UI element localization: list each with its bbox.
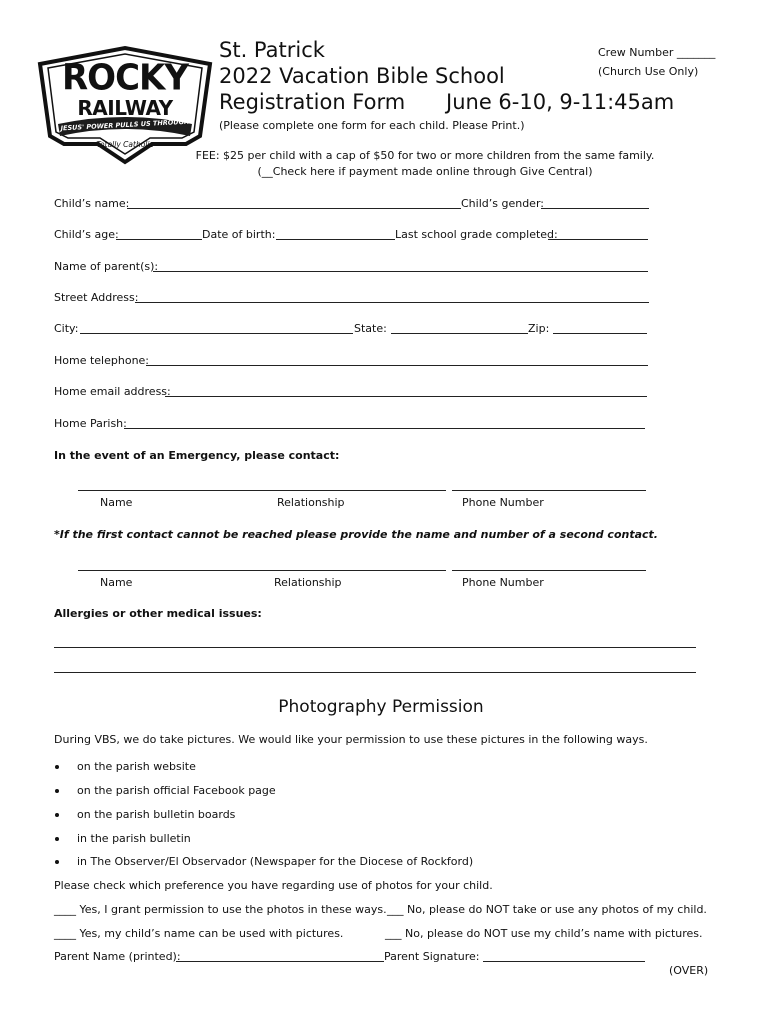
allergies-line-2[interactable]	[54, 672, 696, 673]
zip-label: Zip:	[528, 322, 550, 335]
photo-preference-prompt: Please check which preference you have regarding use of photos for your child.	[54, 879, 493, 892]
list-item: on the parish website	[77, 760, 196, 773]
parent-signature-line[interactable]	[483, 961, 645, 962]
option-no-photos[interactable]: ___ No, please do NOT take or use any photos of my child.	[387, 903, 707, 916]
bullet-icon	[55, 789, 59, 793]
option-yes-photos[interactable]: ____ Yes, I grant permission to use the photos in these ways.	[54, 903, 387, 916]
city-line[interactable]	[80, 333, 353, 334]
bullet-icon	[55, 765, 59, 769]
zip-line[interactable]	[553, 333, 647, 334]
list-item: on the parish bulletin boards	[77, 808, 236, 821]
child-age-label: Child’s age:	[54, 228, 119, 241]
street-line[interactable]	[135, 302, 649, 303]
emergency-name-caption-2: Name	[100, 576, 133, 589]
emergency-phone-line-2[interactable]	[452, 570, 646, 571]
logo-subtitle: Totally Catholic	[96, 140, 154, 149]
allergies-heading: Allergies or other medical issues:	[54, 607, 262, 620]
dob-label: Date of birth:	[202, 228, 276, 241]
logo-line-1: ROCKY	[61, 57, 188, 99]
emergency-phone-caption: Phone Number	[462, 496, 544, 509]
parent-name-label: Parent Name (printed):	[54, 950, 181, 963]
church-use-only: (Church Use Only)	[598, 65, 699, 78]
bullet-icon	[55, 860, 59, 864]
photo-intro: During VBS, we do take pictures. We would like your permission to use these pictures in the following ways.	[54, 733, 648, 746]
emergency-heading: In the event of an Emergency, please contact:	[54, 449, 340, 462]
emergency-phone-line-1[interactable]	[452, 490, 646, 491]
emergency-contact-line-2[interactable]	[78, 570, 446, 571]
state-label: State:	[354, 322, 387, 335]
over-note: (OVER)	[669, 964, 709, 977]
child-name-label: Child’s name:	[54, 197, 130, 210]
city-label: City:	[54, 322, 79, 335]
home-email-line[interactable]	[165, 396, 647, 397]
emergency-contact-line-1[interactable]	[78, 490, 446, 491]
photo-permission-title: Photography Permission	[278, 697, 484, 717]
title-line-3: Registration Form	[219, 90, 406, 114]
street-label: Street Address:	[54, 291, 139, 304]
state-line[interactable]	[391, 333, 528, 334]
last-grade-line[interactable]	[548, 239, 648, 240]
list-item: in The Observer/El Observador (Newspaper for the Diocese of Rockford)	[77, 855, 474, 868]
fee-line: FEE: $25 per child with a cap of $50 for two or more children from the same family.	[195, 149, 655, 162]
parents-label: Name of parent(s):	[54, 260, 159, 273]
list-item: in the parish bulletin	[77, 832, 191, 845]
second-contact-note: *If the first contact cannot be reached please provide the name and number of a second contact.	[54, 528, 658, 541]
title-line-2: 2022 Vacation Bible School	[219, 64, 505, 88]
crew-number: Crew Number _______	[598, 46, 716, 59]
child-age-line[interactable]	[116, 239, 202, 240]
event-dates: June 6-10, 9-11:45am	[446, 90, 675, 114]
fee-check-line: (__Check here if payment made online through Give Central)	[257, 165, 593, 178]
parent-name-line[interactable]	[176, 961, 384, 962]
allergies-line-1[interactable]	[54, 647, 696, 648]
parent-signature-label: Parent Signature:	[384, 950, 480, 963]
parish-label: Home Parish:	[54, 417, 127, 430]
option-no-name[interactable]: ___ No, please do NOT use my child’s name with pictures.	[385, 927, 703, 940]
home-email-label: Home email address:	[54, 385, 171, 398]
parish-line[interactable]	[124, 428, 645, 429]
bullet-icon	[55, 813, 59, 817]
title-line-1: St. Patrick	[219, 38, 325, 62]
option-yes-name[interactable]: ____ Yes, my child’s name can be used with pictures.	[54, 927, 344, 940]
instructions: (Please complete one form for each child. Please Print.)	[219, 119, 525, 132]
emergency-relationship-caption-2: Relationship	[274, 576, 342, 589]
list-item: on the parish official Facebook page	[77, 784, 276, 797]
home-phone-line[interactable]	[146, 365, 648, 366]
last-grade-label: Last school grade completed:	[395, 228, 558, 241]
home-phone-label: Home telephone:	[54, 354, 150, 367]
child-gender-line[interactable]	[541, 208, 649, 209]
child-gender-label: Child’s gender:	[461, 197, 544, 210]
emergency-relationship-caption: Relationship	[277, 496, 345, 509]
emergency-phone-caption-2: Phone Number	[462, 576, 544, 589]
child-name-line[interactable]	[127, 208, 461, 209]
logo-line-2: RAILWAY	[77, 96, 173, 120]
bullet-icon	[55, 837, 59, 841]
dob-line[interactable]	[276, 239, 395, 240]
emergency-name-caption: Name	[100, 496, 133, 509]
parents-line[interactable]	[153, 271, 648, 272]
logo-tagline: JESUS' POWER PULLS US THROUGH	[60, 117, 190, 133]
